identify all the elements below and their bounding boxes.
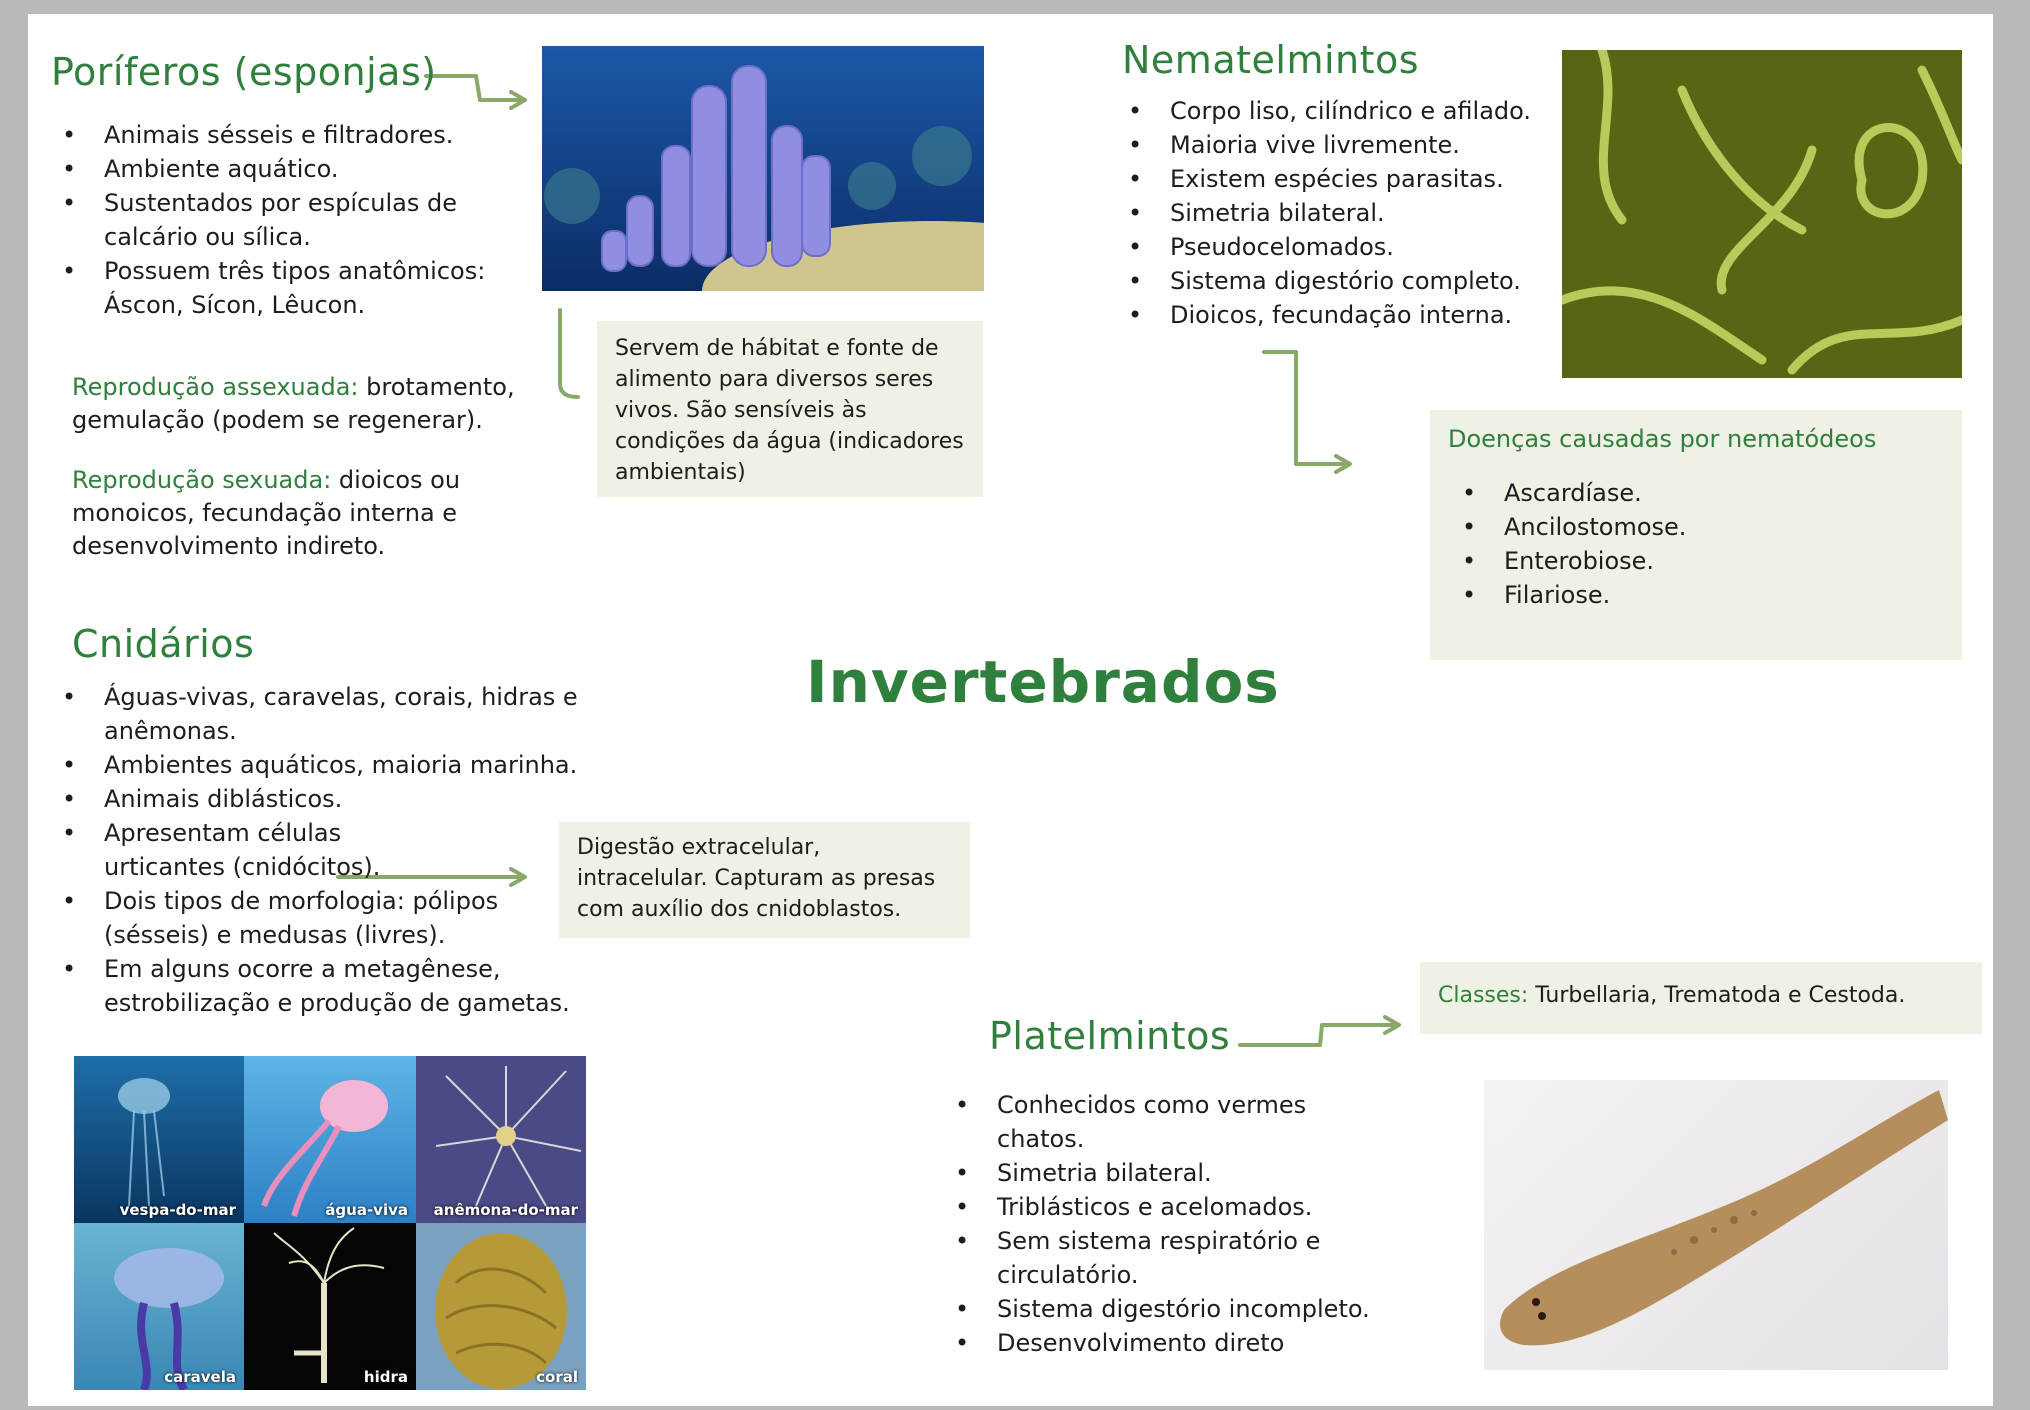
label: Reprodução assexuada: (72, 373, 359, 401)
list-item: • Apresentam células urticantes (cnidócitos). (62, 816, 464, 884)
list-item: • Águas-vivas, caravelas, corais, hidras e anêmonas. (62, 680, 602, 748)
slide (28, 14, 1993, 1406)
list-item: • Sustentados por espículas de calcário ou sílica. (62, 186, 502, 254)
list-item: • Conhecidos como vermes chatos. (955, 1088, 1327, 1156)
diseases-list (1448, 476, 1944, 612)
diseases-heading: Doenças causadas por nematódeos (1448, 425, 1877, 453)
list-item: • Triblásticos e acelomados. (955, 1190, 1395, 1224)
caption: anêmona-do-mar (433, 1201, 578, 1219)
sponge-photo (542, 46, 984, 291)
poriferos-heading: Poríferos (esponjas) (51, 50, 437, 94)
cnidarios-info-box: Digestão extracelular, intracelular. Capturam as presas com auxílio dos cnidoblastos. (559, 822, 970, 938)
list-item: • Simetria bilateral. (1128, 196, 1568, 230)
agua-viva-photo (244, 1056, 416, 1223)
nematelmintos-list (1128, 94, 1568, 332)
nematodeos-diseases-box (1430, 410, 1962, 660)
list-item: • Dioicos, fecundação interna. (1128, 298, 1568, 332)
list-item: • Animais diblásticos. (62, 782, 602, 816)
list-item: • Pseudocelomados. (1128, 230, 1568, 264)
caption: caravela (164, 1368, 236, 1386)
cnidarian-photo-grid (74, 1056, 586, 1390)
vespa-do-mar-photo (74, 1056, 244, 1223)
poriferos-reproducao-assexuada: Reprodução assexuada: brotamento, gemulação (podem se regenerar). (72, 373, 515, 434)
list-item: • Existem espécies parasitas. (1128, 162, 1568, 196)
list-item: • Em alguns ocorre a metagênese, estrobilização e produção de gametas. (62, 952, 602, 1020)
caravela-photo (74, 1223, 244, 1390)
anemona-do-mar-photo (416, 1056, 586, 1223)
flatworm-photo (1484, 1080, 1948, 1370)
platelmintos-classes-box: Classes: Turbellaria, Trematoda e Cestoda. (1420, 962, 1982, 1034)
list-item: • Ancilostomose. (1462, 510, 1944, 544)
list-item: • Ambiente aquático. (62, 152, 502, 186)
caption: hidra (363, 1368, 408, 1386)
list-item: • Sem sistema respiratório e circulatório. (955, 1224, 1367, 1292)
list-item: • Possuem três tipos anatômicos: Áscon, Sícon, Lêucon. (62, 254, 502, 322)
list-item: • Ascardíase. (1462, 476, 1944, 510)
poriferos-reproducao-sexuada: Reprodução sexuada: dioicos ou monoicos, fecundação interna e desenvolvimento indireto. (72, 466, 461, 560)
caption: vespa-do-mar (119, 1201, 236, 1219)
coral-photo (416, 1223, 586, 1390)
list-item: • Dois tipos de morfologia: pólipos (sésseis) e medusas (livres). (62, 884, 534, 952)
platelmintos-heading: Platelmintos (989, 1014, 1231, 1058)
list-item: • Enterobiose. (1462, 544, 1944, 578)
list-item: • Corpo liso, cilíndrico e afilado. (1128, 94, 1568, 128)
label: Reprodução sexuada: (72, 466, 332, 494)
nematode-photo (1562, 50, 1962, 378)
hidra-photo (244, 1223, 416, 1390)
cnidarios-list (62, 680, 602, 1020)
list-item: • Animais sésseis e filtradores. (62, 118, 502, 152)
list-item: • Simetria bilateral. (955, 1156, 1395, 1190)
list-item: • Sistema digestório completo. (1128, 264, 1568, 298)
poriferos-info-box: Servem de hábitat e fonte de alimento para diversos seres vivos. São sensíveis às condições da água (indicadores ambientais) (597, 321, 983, 497)
list-item: • Ambientes aquáticos, maioria marinha. (62, 748, 602, 782)
label: Classes: (1438, 983, 1529, 1008)
cnidarios-heading: Cnidários (72, 622, 255, 666)
platelmintos-list (955, 1088, 1395, 1360)
list-item: • Desenvolvimento direto (955, 1326, 1395, 1360)
page-title: Invertebrados (806, 648, 1280, 716)
caption: água-viva (325, 1201, 408, 1219)
nematelmintos-heading: Nematelmintos (1122, 38, 1420, 82)
poriferos-list (62, 118, 502, 322)
list-item: • Sistema digestório incompleto. (955, 1292, 1395, 1326)
list-item: • Filariose. (1462, 578, 1944, 612)
caption: coral (536, 1368, 578, 1386)
list-item: • Maioria vive livremente. (1128, 128, 1568, 162)
